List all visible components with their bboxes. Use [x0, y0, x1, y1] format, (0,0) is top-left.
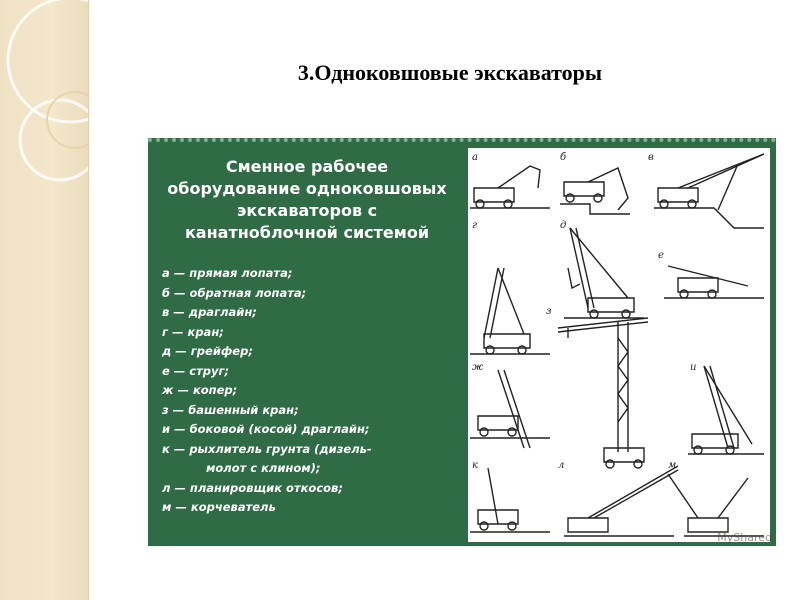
sketch-e — [664, 266, 764, 298]
legend-item: д — грейфер; — [162, 344, 253, 358]
sketch-m — [668, 474, 764, 536]
sketch-label-a: а — [472, 152, 478, 163]
sketch-label-g: г — [472, 220, 478, 231]
sketch-label-d: д — [560, 220, 567, 231]
sketch-g — [470, 268, 550, 354]
decorative-side-band — [0, 0, 89, 600]
decorative-circles — [0, 0, 88, 600]
legend-item: м — корчеватель — [162, 500, 276, 514]
sketch-l — [564, 466, 678, 536]
sketch-d — [564, 228, 644, 318]
legend-item: к — рыхлитель грунта (дизель- — [162, 441, 372, 456]
sketch-z — [558, 318, 648, 468]
excavator-drawings — [468, 148, 770, 542]
legend-item: в — драглайн; — [162, 305, 257, 319]
sketch-label-z: з — [546, 306, 552, 317]
legend-item: ж — копер; — [162, 383, 238, 397]
watermark: MyShared — [717, 531, 772, 544]
sketch-k — [470, 468, 550, 532]
legend-item: г — кран; — [162, 324, 224, 339]
sketch-label-zh: ж — [472, 362, 484, 373]
legend-item-continuation: молот с клином); — [206, 461, 321, 475]
figure-panel — [148, 138, 776, 546]
sketch-label-i: и — [690, 362, 697, 373]
legend-item: а — прямая лопата; — [162, 266, 293, 280]
legend-item: и — боковой (косой) драглайн; — [162, 422, 370, 436]
sketch-label-v: в — [648, 152, 654, 163]
excavator-sketches — [468, 148, 770, 542]
legend-panel — [148, 142, 466, 546]
sketch-a — [470, 166, 550, 208]
legend-item: е — струг; — [162, 363, 230, 378]
sketch-v — [654, 154, 764, 228]
legend-item: б — обратная лопата; — [162, 285, 307, 300]
sketch-label-e: е — [658, 250, 664, 261]
sketch-b — [560, 168, 630, 214]
slide-title: 3.Одноковшовые экскаваторы — [297, 60, 603, 85]
sketch-label-k: к — [472, 460, 478, 471]
sketch-i — [688, 366, 764, 454]
equipment-legend — [162, 264, 466, 518]
legend-item: л — планировщик откосов; — [162, 480, 343, 495]
sketch-zh — [470, 370, 550, 448]
panel-heading: Сменное рабочее оборудование одноковшовых экскаваторов с канатноблочной системой — [167, 157, 447, 242]
legend-item: з — башенный кран; — [162, 402, 299, 417]
sketch-label-l: л — [558, 460, 565, 471]
sketch-label-b: б — [560, 152, 567, 163]
sketch-label-m: м — [668, 460, 677, 471]
